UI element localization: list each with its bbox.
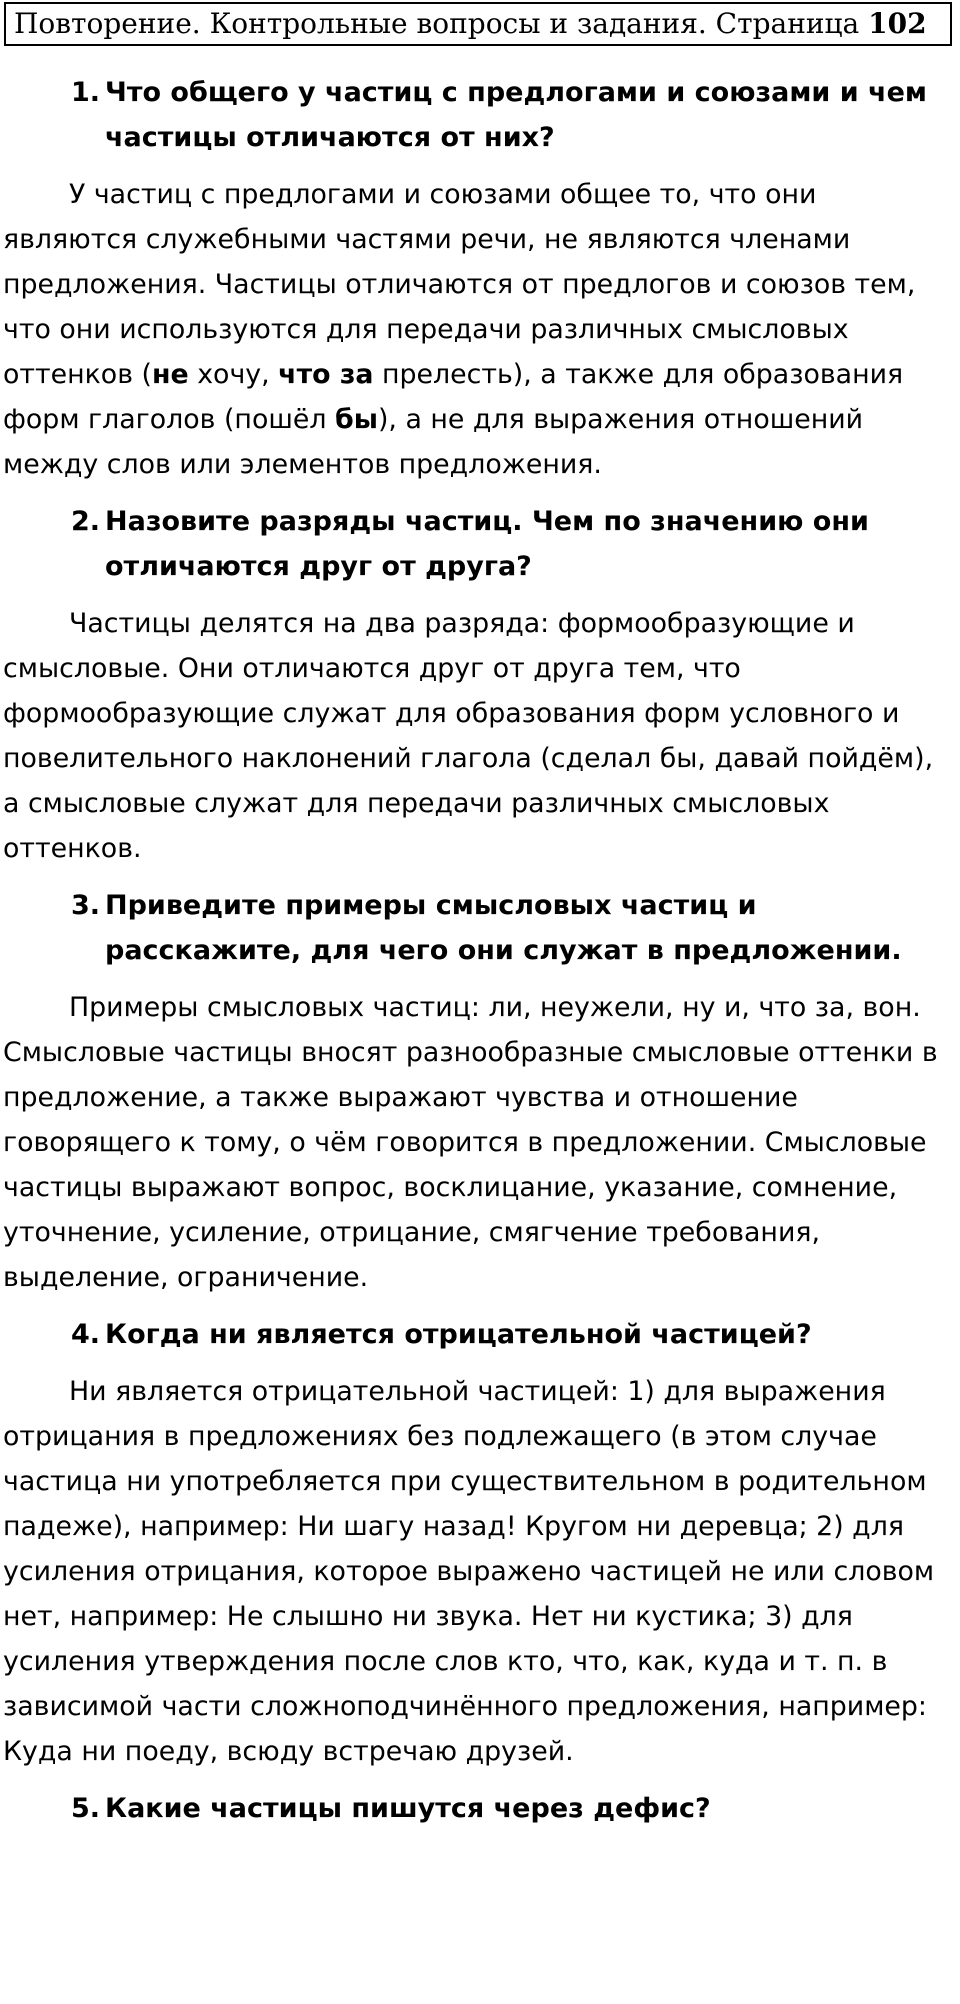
answer-3: Примеры смысловых частиц: ли, неужели, ну и, что за, вон. Смысловые частицы вносят разнообразные смысловые оттенки в предложение, а также выражают чувства и отношение говорящего к тому, о чём говорится в предложении. Смысловые частицы выражают вопрос, восклицание, указание, сомнение, уточнение, усиление, отрицание, смягчение требования, выделение, ограничение. — [3, 992, 938, 1293]
page-header — [4, 2, 952, 46]
question-5 — [3, 1786, 953, 1831]
question-text: Назовите разряды частиц. Чем по значению они отличаются друг от друга? — [105, 506, 869, 582]
answer-1 — [3, 172, 953, 487]
question-3 — [3, 883, 953, 973]
answer-text: прелесть), а также для образования форм глаголов (пошёл — [3, 359, 904, 435]
question-text: Приведите примеры смысловых частиц и расскажите, для чего они служат в предложении. — [105, 890, 902, 966]
answer-text: хочу, — [188, 359, 279, 390]
question-text: Какие частицы пишутся через дефис? — [105, 1793, 711, 1824]
page-number: 102 — [868, 7, 927, 40]
answer-text: ), а не для выражения отношений между слов или элементов предложения. — [3, 404, 864, 480]
question-text: Что общего у частиц с предлогами и союзами и чем частицы отличаются от них? — [105, 77, 927, 153]
question-1 — [3, 70, 953, 160]
content — [3, 70, 953, 1843]
example-particle: не — [151, 359, 189, 390]
header-title: Повторение. Контрольные вопросы и задания. Страница — [14, 7, 860, 40]
question-number: 2. — [71, 506, 101, 537]
question-2 — [3, 499, 953, 589]
question-text: Когда ни является отрицательной частицей? — [105, 1319, 812, 1350]
question-number: 5. — [71, 1793, 101, 1824]
answer-text: У частиц с предлогами и союзами общее то, что они являются служебными частями речи, не являются членами предложения. Частицы отличаются от предлогов и союзов тем, что они используются для передачи различных смысловых оттенков ( — [3, 179, 916, 390]
example-particle: бы — [335, 404, 378, 435]
question-number: 1. — [71, 77, 101, 108]
question-4 — [3, 1312, 953, 1357]
answer-4: Ни является отрицательной частицей: 1) для выражения отрицания в предложениях без подлежащего (в этом случае частица ни употребляется при существительном в родительном падеже), например: Ни шагу назад! Кругом ни деревца; 2) для усиления отрицания, которое выражено частицей не или словом нет, например: Не слышно ни звука. Нет ни кустика; 3) для усиления утверждения после слов кто, что, как, куда и т. п. в зависимой части сложноподчинённого предложения, например: Куда ни поеду, всюду встречаю друзей. — [3, 1376, 935, 1767]
example-particle: что за — [278, 359, 374, 390]
question-number: 3. — [71, 890, 101, 921]
answer-2: Частицы делятся на два разряда: формообразующие и смысловые. Они отличаются друг от друга тем, что формообразующие служат для образования форм условного и повелительного наклонений глагола (сделал бы, давай пойдём), а смысловые служат для передачи различных смысловых оттенков. — [3, 608, 934, 864]
question-number: 4. — [71, 1319, 101, 1350]
